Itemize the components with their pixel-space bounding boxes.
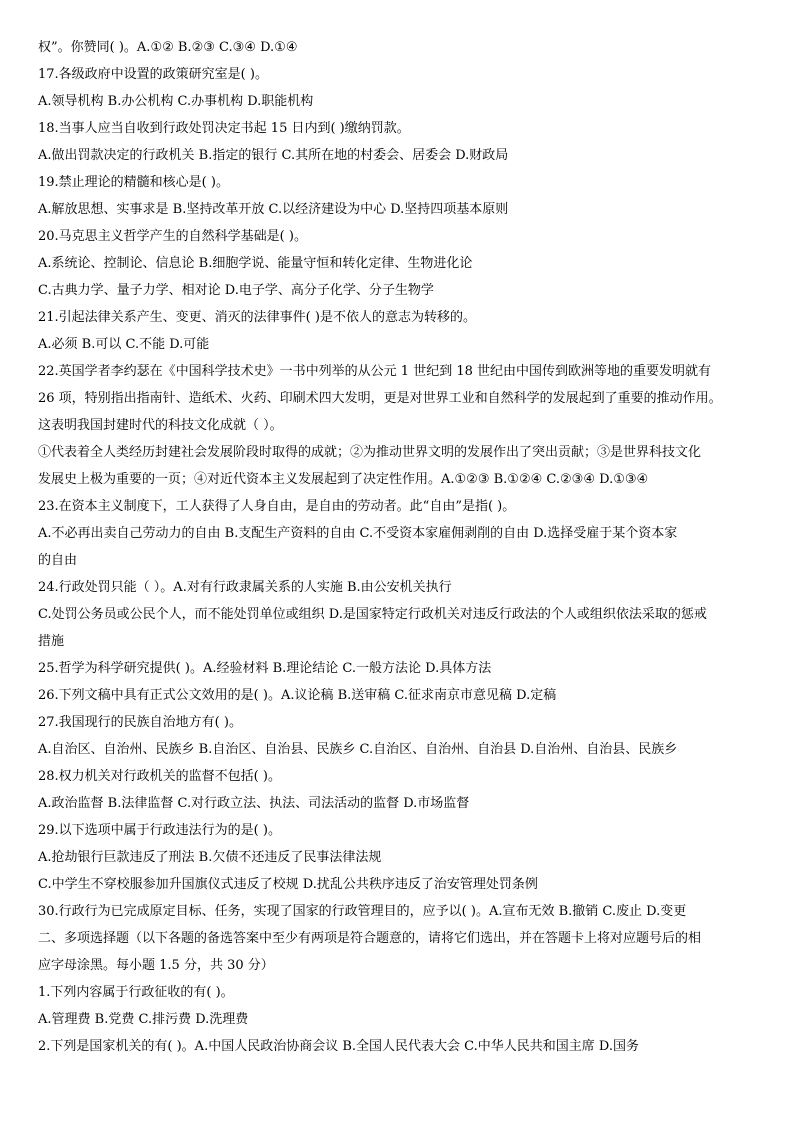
question-21: 21.引起法律关系产生、变更、消灭的法律事件( )是不依人的意志为转移的。	[38, 310, 476, 325]
question-20-options-ab: A.系统论、控制论、信息论 B.细胞学说、能量守恒和转化定律、生物进化论	[38, 256, 473, 271]
question-28-options: A.政治监督 B.法律监督 C.对行政立法、执法、司法活动的监督 D.市场监督	[38, 796, 470, 811]
question-27: 27.我国现行的民族自治地方有( )。	[38, 715, 242, 730]
question-28: 28.权力机关对行政机关的监督不包括( )。	[38, 769, 281, 784]
question-18-options: A.做出罚款决定的行政机关 B.指定的银行 C.其所在地的村委会、居委会 D.财政局	[38, 148, 509, 163]
question-30: 30.行政行为已完成原定目标、任务，实现了国家的行政管理目的，应予以( )。A.宣布无效 B.撤销 C.废止 D.变更	[38, 904, 687, 919]
question-18: 18.当事人应当自收到行政处罚决定书起 15 日内到( )缴纳罚款。	[38, 121, 410, 136]
question-21-options: A.必须 B.可以 C.不能 D.可能	[38, 337, 210, 352]
question-24-options: C.处罚公务员或公民个人，而不能处罚单位或组织 D.是国家特定行政机关对违反行政法的个人或组织依法采取的惩戒	[38, 607, 707, 622]
question-19: 19.禁止理论的精髓和核心是( )。	[38, 175, 229, 190]
question-22: 22.英国学者李约瑟在《中国科学技术史》一书中列举的从公元 1 世纪到 18 世纪由中国传到欧洲等地的重要发明就有	[38, 364, 712, 379]
multi-question-1-options: A.管理费 B.党费 C.排污费 D.洗理费	[38, 1012, 249, 1027]
document-page	[38, 34, 758, 1060]
multi-question-1: 1.下列内容属于行政征收的有( )。	[38, 985, 234, 1000]
section-2-heading: 二、多项选择题（以下各题的备选答案中至少有两项是符合题意的，请将它们选出，并在答题卡上将对应题号后的相	[38, 931, 702, 946]
question-27-options: A.自治区、自治州、民族乡 B.自治区、自治县、民族乡 C.自治区、自治州、自治县 D.自治州、自治县、民族乡	[38, 742, 678, 757]
question-29-options-cd: C.中学生不穿校服参加升国旗仪式违反了校规 D.扰乱公共秩序违反了治安管理处罚条例	[38, 877, 538, 892]
question-19-options: A.解放思想、实事求是 B.坚持改革开放 C.以经济建设为中心 D.坚持四项基本原则	[38, 202, 509, 217]
question-22-cont-1: 26 项，特别指出指南针、造纸术、火药、印刷术四大发明，更是对世界工业和自然科学的发展起到了重要的推动作用。	[38, 391, 722, 406]
text-line: 权”。你赞同( )。A.①② B.②③ C.③④ D.①④	[38, 40, 298, 55]
question-22-statements: ①代表着全人类经历封建社会发展阶段时取得的成就；②为推动世界文明的发展作出了突出贡献；③是世界科技文化	[38, 445, 702, 460]
question-22-options: 发展史上极为重要的一页；④对近代资本主义发展起到了决定性作用。A.①②③ B.①②④ C.②③④ D.①③④	[38, 472, 649, 487]
question-23-options-cont: 的自由	[38, 553, 78, 568]
multi-question-2: 2.下列是国家机关的有( )。A.中国人民政治协商会议 B.全国人民代表大会 C.中华人民共和国主席 D.国务	[38, 1039, 639, 1054]
section-2-heading-cont: 应字母涂黑。每小题 1.5 分，共 30 分）	[38, 958, 274, 973]
question-17-options: A.领导机构 B.办公机构 C.办事机构 D.职能机构	[38, 94, 314, 109]
question-20: 20.马克思主义哲学产生的自然科学基础是( )。	[38, 229, 307, 244]
question-20-options-cd: C.古典力学、量子力学、相对论 D.电子学、高分子化学、分子生物学	[38, 283, 434, 298]
question-26: 26.下列文稿中具有正式公文效用的是( )。A.议论稿 B.送审稿 C.征求南京市意见稿 D.定稿	[38, 688, 557, 703]
question-24-options-cont: 措施	[38, 634, 65, 649]
question-23-options: A.不必再出卖自己劳动力的自由 B.支配生产资料的自由 C.不受资本家雇佣剥削的自由 D.选择受雇于某个资本家	[38, 526, 678, 541]
question-25: 25.哲学为科学研究提供( )。A.经验材料 B.理论结论 C.一般方法论 D.具体方法	[38, 661, 492, 676]
question-29: 29.以下选项中属于行政违法行为的是( )。	[38, 823, 281, 838]
question-29-options-ab: A.抢劫银行巨款违反了刑法 B.欠债不还违反了民事法律法规	[38, 850, 382, 865]
question-17: 17.各级政府中设置的政策研究室是( )。	[38, 67, 268, 82]
question-23: 23.在资本主义制度下，工人获得了人身自由，是自由的劳动者。此“自由”是指( )。	[38, 499, 516, 514]
question-22-cont-2: 这表明我国封建时代的科技文化成就（ ）。	[38, 418, 283, 433]
question-24: 24.行政处罚只能（ ）。A.对有行政隶属关系的人实施 B.由公安机关执行	[38, 580, 452, 595]
